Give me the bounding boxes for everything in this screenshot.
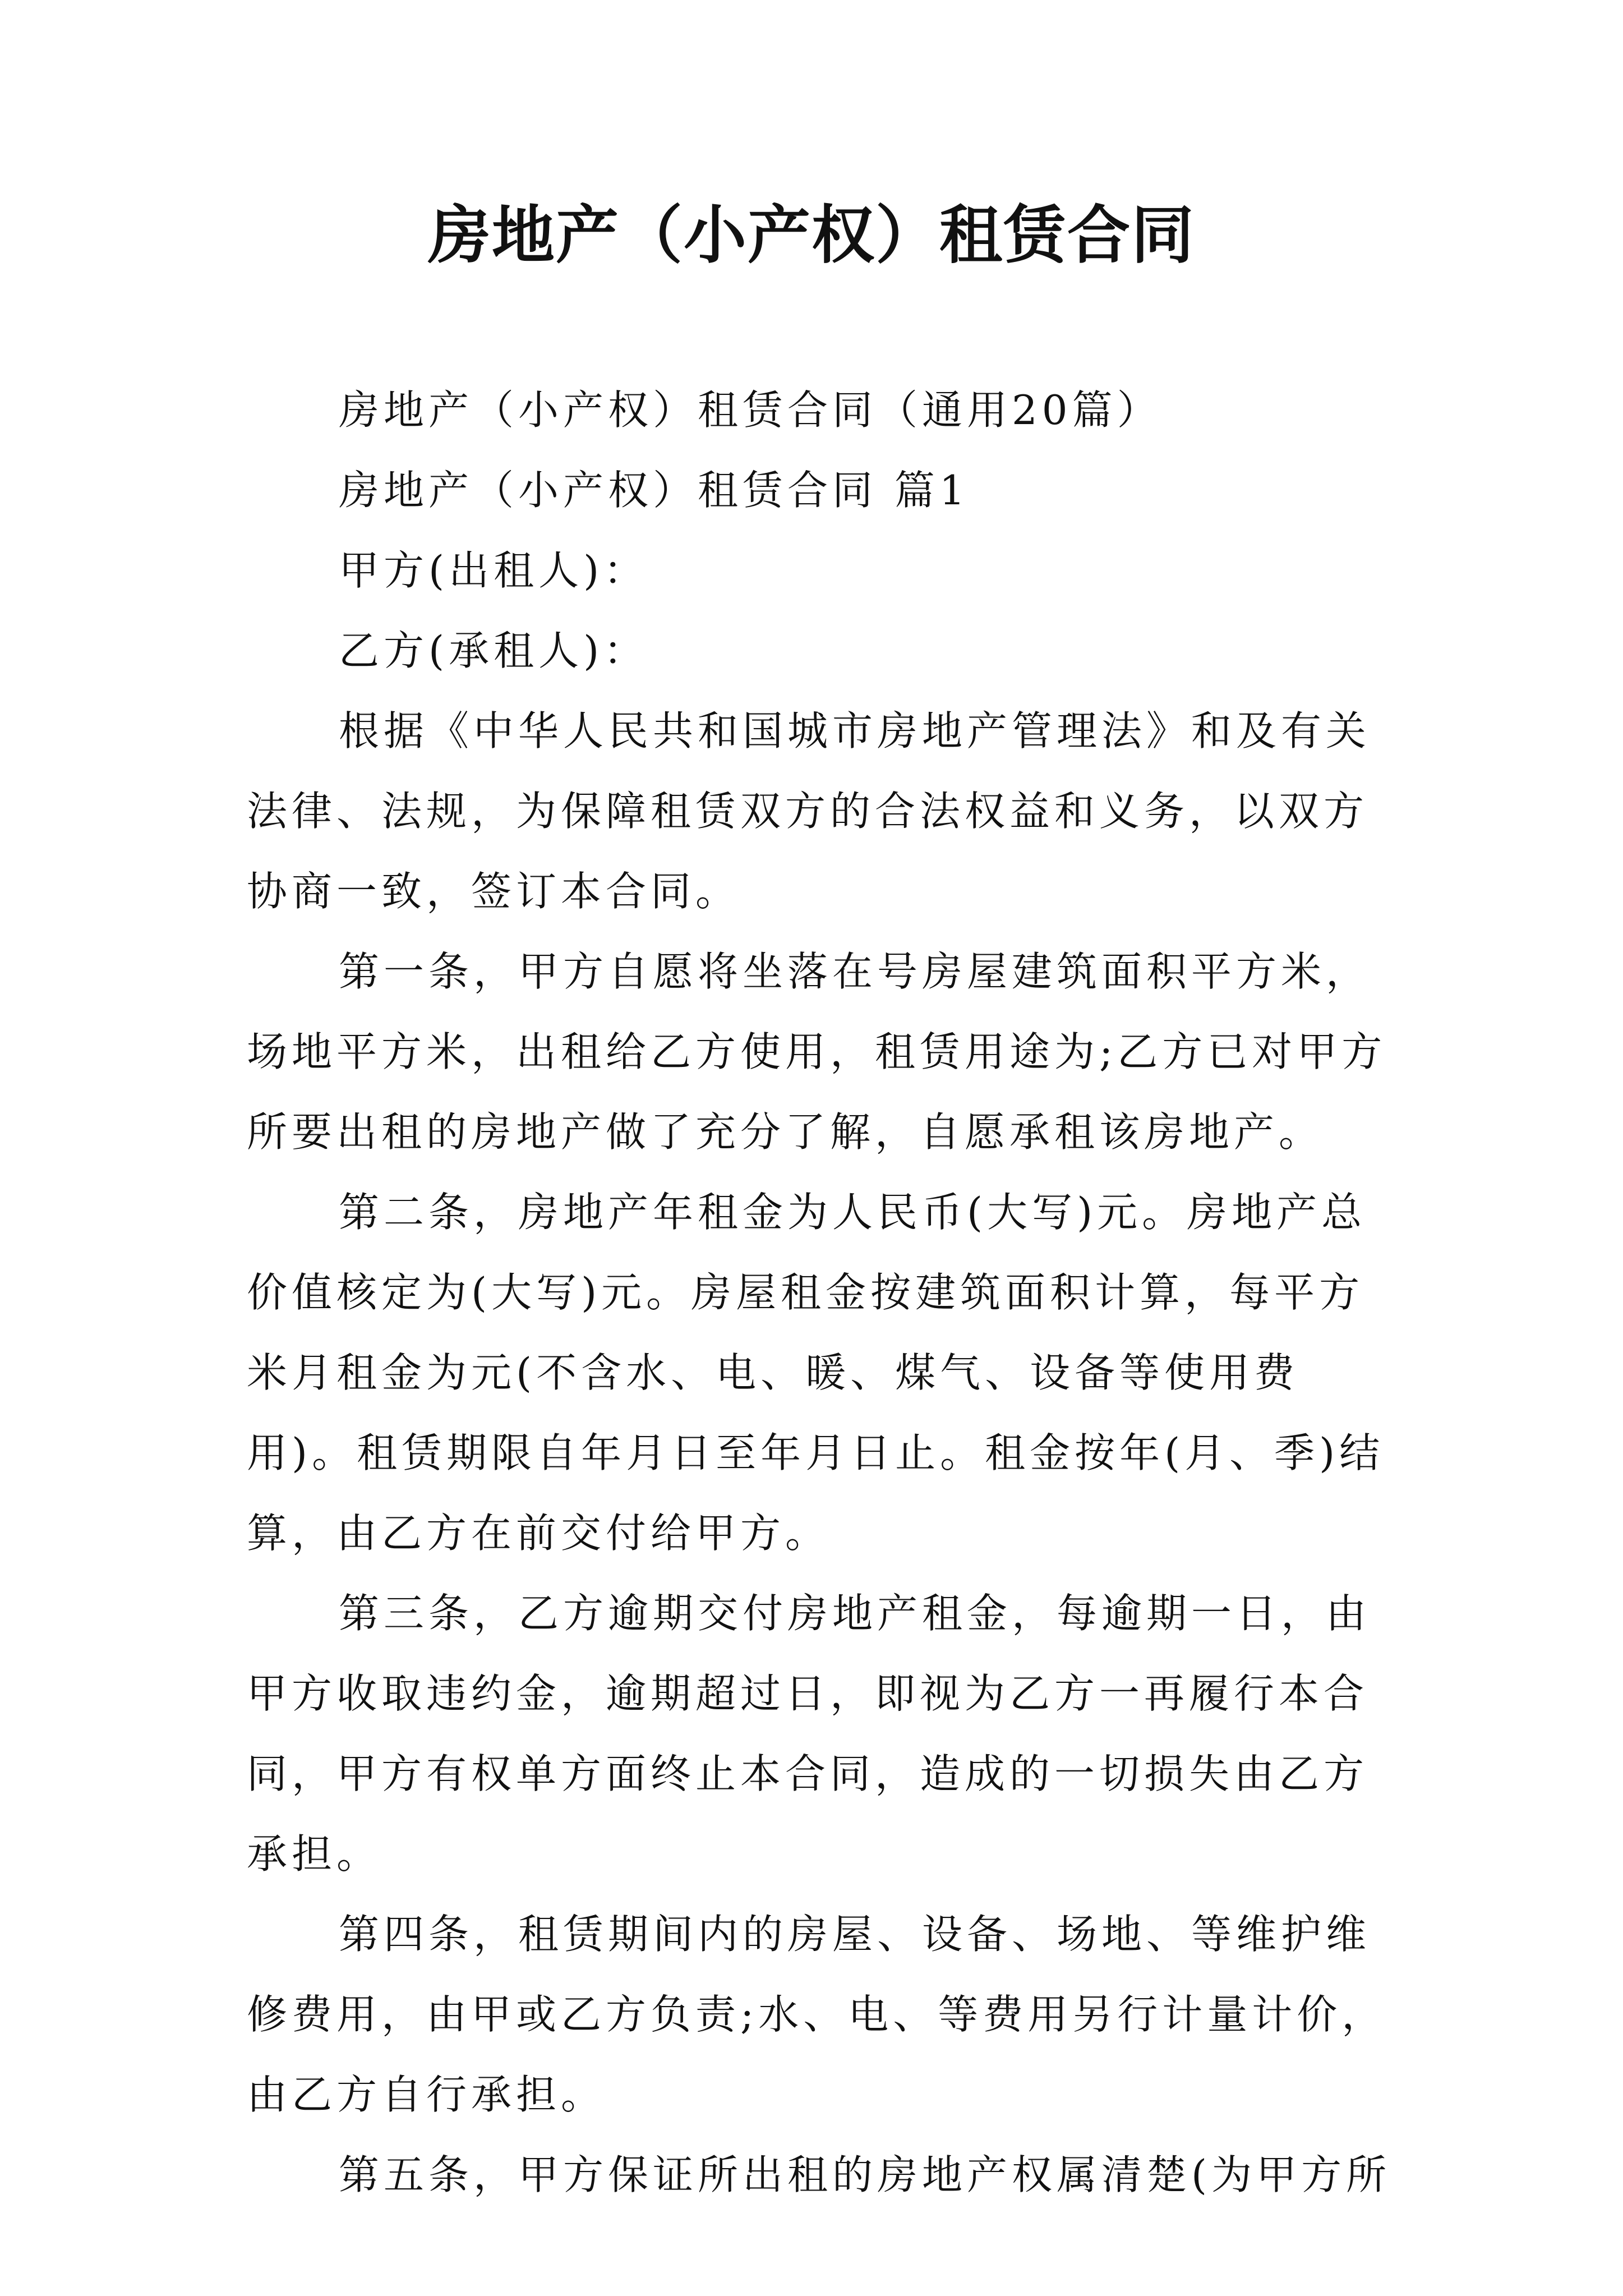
document-body xyxy=(247,370,1396,2215)
article-4-paragraph: 第四条，租赁期间内的房屋、设备、场地、等维护维修费用，由甲或乙方负责;水、电、等费用另行计量计价，由乙方自行承担。 xyxy=(247,1911,1387,2118)
party-a-line: 甲方(出租人)： xyxy=(339,547,649,594)
article-5-paragraph: 第五条，甲方保证所出租的房地产权属清楚(为甲方所 xyxy=(339,2151,1391,2198)
article-1-paragraph: 第一条，甲方自愿将坐落在号房屋建筑面积平方米，场地平方米，出租给乙方使用，租赁用途为;乙方已对甲方所要出租的房地产做了充分了解，自愿承租该房地产。 xyxy=(247,948,1387,1156)
document-title: 房地产（小产权）租赁合同 xyxy=(428,199,1195,272)
article-3-paragraph: 第三条，乙方逾期交付房地产租金，每逾期一日，由甲方收取违约金，逾期超过日，即视为乙方一再履行本合同，甲方有权单方面终止本合同，造成的一切损失由乙方承担。 xyxy=(247,1590,1371,1878)
article-2-paragraph: 第二条，房地产年租金为人民币(大写)元。房地产总价值核定为(大写)元。房屋租金按建筑面积计算，每平方米月租金为元(不含水、电、暖、煤气、设备等使用费用)。租赁期限自年月日至年月日止。租金按年(月、季)结算，由乙方在前交付给甲方。 xyxy=(247,1189,1385,1557)
subtitle-paragraph: 房地产（小产权）租赁合同（通用20篇） xyxy=(339,386,1162,434)
section-heading: 房地产（小产权）租赁合同 篇1 xyxy=(339,467,970,514)
party-b-line: 乙方(承租人)： xyxy=(339,627,649,674)
preamble-paragraph: 根据《中华人民共和国城市房地产管理法》和及有关法律、法规，为保障租赁双方的合法权益和义务，以双方协商一致，签订本合同。 xyxy=(247,707,1371,915)
